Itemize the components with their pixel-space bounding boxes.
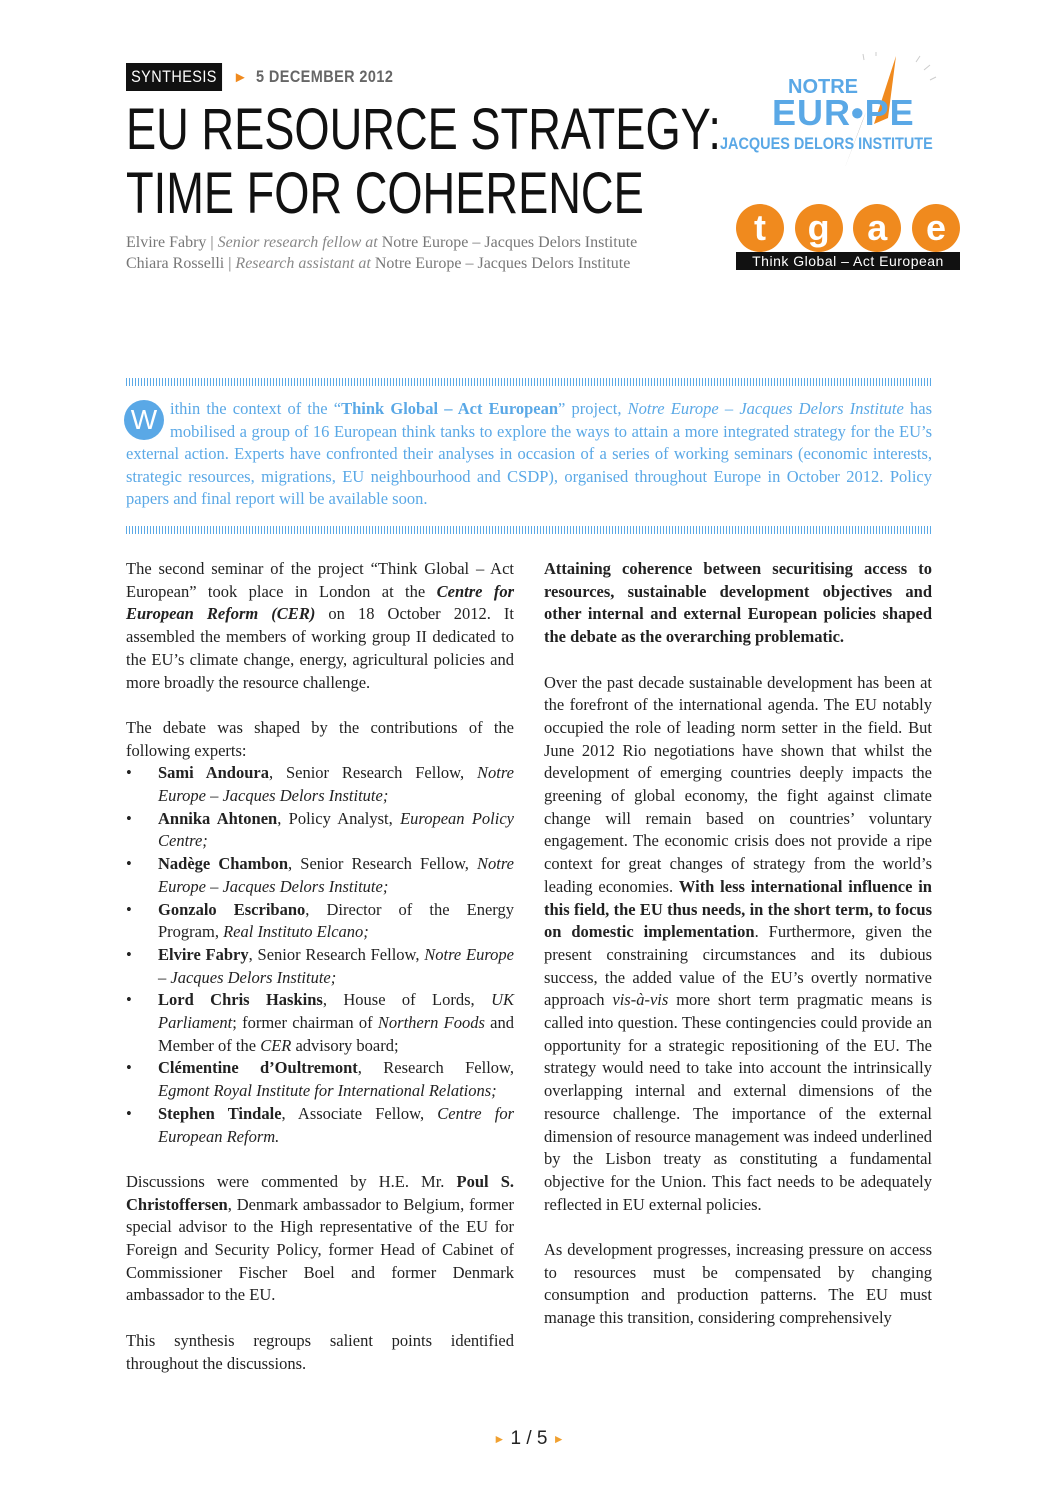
logo-text: JACQUES DELORS INSTITUTE bbox=[720, 134, 933, 153]
title-line: EU RESOURCE STRATEGY: bbox=[126, 97, 721, 162]
text-run: Lord Chris Haskins bbox=[158, 990, 323, 1010]
logo-letter: a bbox=[853, 204, 901, 252]
paragraph bbox=[544, 558, 932, 649]
text-run: ; former chairman of bbox=[232, 1013, 378, 1033]
experts-list bbox=[126, 762, 514, 1148]
list-item bbox=[126, 899, 514, 944]
text-run: , Senior Research Fellow, bbox=[268, 763, 478, 783]
text-run: more short term pragmatic means is called into question. These contingencies could provide an opportunity for a strategic repositioning of the EU. The strategy would need to take into account the intrinsically overlapping internal and external dimensions of the resource challenge. The importance of the external dimension of resource management was indeed underlined by the Lisbon treaty as constituting a fundamental objective for the Union. This fact needs to be adequately reflected in EU external policies. bbox=[544, 990, 932, 1214]
text-run: Poul S. Christoffersen bbox=[126, 1171, 514, 1214]
arrow-icon: ► bbox=[552, 1431, 565, 1446]
text-run: Clémentine d’Oultremont bbox=[158, 1058, 358, 1078]
list-item bbox=[126, 1057, 514, 1102]
text-run: vis-à-vis bbox=[612, 990, 669, 1010]
logo-letter: e bbox=[912, 204, 960, 252]
paragraph bbox=[544, 1239, 932, 1330]
text-run: , Denmark ambassador to Belgium, former special advisor to the High representative of the EU for Foreign and Security Policy, former Head of Cabinet of Commissioner Fischer Boel and former Denmark ambassador to the EU. bbox=[126, 1194, 514, 1305]
title-line: TIME FOR COHERENCE bbox=[126, 161, 644, 226]
text-run: Elvire Fabry bbox=[158, 944, 249, 964]
logo-text: NOTRE bbox=[788, 76, 858, 98]
text-run: , House of Lords, bbox=[322, 990, 492, 1010]
text-run: ” project, bbox=[558, 399, 628, 418]
separator: | bbox=[224, 255, 236, 272]
text-run: Centre for European Reform (CER) bbox=[126, 581, 514, 624]
paragraph bbox=[544, 672, 932, 1217]
text-run: Over the past decade sustainable development has been at the forefront of the international agenda. The EU notably occupied the role of leading norm setter in the field. But June 2012 Rio negotiations have shown that whilst the development of emerging countries deeply impacts the greening of global economy, the fight against climate change will remain based on countries’ voluntary engagement. The economic crisis does not provide a ripe context for great changes of strategy from the world’s leading economies. bbox=[544, 672, 932, 896]
text-run: Egmont Royal Institute for International Relations; bbox=[158, 1081, 497, 1101]
text-run: Centre for European Reform. bbox=[158, 1103, 514, 1146]
left-column bbox=[126, 558, 514, 1398]
paragraph bbox=[126, 1330, 514, 1375]
text-run: Attaining coherence between securitising access to resources, sustainable development objectives and other internal and external European policies shaped the debate as the overarching problematic. bbox=[544, 559, 932, 647]
text-run: on 18 October 2012. It assembled the members of working group II dedicated to the EU’s climate change, energy, agricultural policies and more broadly the resource challenge. bbox=[126, 604, 514, 692]
text-run: CER bbox=[260, 1035, 292, 1055]
text-run: Nadège Chambon bbox=[158, 854, 289, 874]
text-run: This synthesis regroups salient points identified throughout the discussions. bbox=[126, 1330, 514, 1373]
author-org: Notre Europe – Jacques Delors Institute bbox=[377, 234, 638, 251]
tgae-logo bbox=[736, 204, 960, 272]
list-item bbox=[126, 1103, 514, 1148]
right-column bbox=[544, 558, 932, 1353]
text-run: advisory board; bbox=[291, 1035, 399, 1055]
list-item bbox=[126, 808, 514, 853]
text-run: Annika Ahtonen bbox=[158, 808, 278, 828]
text-run: , Director of the Energy Program, bbox=[158, 899, 514, 942]
list-item bbox=[126, 944, 514, 989]
text-run: With less international influence in this field, the EU thus needs, in the short term, to focus on domestic implementation bbox=[544, 876, 932, 942]
text-run: Real Instituto Elcano; bbox=[223, 922, 369, 942]
authors bbox=[126, 232, 637, 274]
text-run: Stephen Tindale bbox=[158, 1103, 282, 1123]
page-number bbox=[0, 1428, 1058, 1450]
logo-tagline: Think Global – Act European bbox=[736, 252, 960, 270]
intro-box bbox=[126, 398, 932, 511]
paragraph bbox=[126, 558, 514, 694]
text-run: , Research Fellow, bbox=[357, 1058, 514, 1078]
synthesis-badge: SYNTHESIS bbox=[126, 63, 222, 91]
list-item bbox=[126, 853, 514, 898]
text-run: European Policy Centre; bbox=[158, 808, 514, 851]
text-run: The debate was shaped by the contributions of the following experts: bbox=[126, 717, 514, 760]
author-name: Elvire Fabry bbox=[126, 234, 207, 251]
text-run: Gonzalo Escribano bbox=[158, 899, 306, 919]
text-run: Notre Europe – Jacques Delors Institute; bbox=[158, 763, 514, 806]
text-run: UK Parliament bbox=[158, 990, 514, 1033]
logo-letter: t bbox=[736, 204, 784, 252]
text-run: , Policy Analyst, bbox=[277, 808, 401, 828]
intro-text bbox=[126, 399, 932, 508]
author bbox=[126, 232, 637, 253]
publication-date: 5 DECEMBER 2012 bbox=[255, 67, 394, 86]
text-run: Sami Andoura bbox=[158, 763, 269, 783]
text-run: and Member of the bbox=[158, 1013, 514, 1055]
separator: | bbox=[206, 234, 218, 251]
logo-letter: g bbox=[795, 204, 843, 252]
author bbox=[126, 253, 637, 274]
text-run: Think Global – Act European bbox=[341, 399, 559, 418]
author-role: Senior research fellow at bbox=[217, 234, 378, 251]
text-run: Northern Foods bbox=[377, 1013, 485, 1033]
paragraph bbox=[126, 1171, 514, 1307]
page-number-text: 1 / 5 bbox=[510, 1428, 548, 1449]
text-run: As development progresses, increasing pressure on access to resources must be compensated by changing consumption and production patterns. The EU must manage this transition, considering comprehensively bbox=[544, 1240, 932, 1328]
list-item bbox=[126, 762, 514, 807]
header-tag bbox=[126, 62, 417, 92]
text-run: The second seminar of the project “Think Global – Act European” took place in London at the bbox=[126, 559, 514, 601]
paragraph bbox=[126, 717, 514, 762]
text-run: , Senior Research Fellow, bbox=[288, 854, 478, 874]
logo-text: EUR•PE bbox=[772, 92, 915, 133]
text-run: , Associate Fellow, bbox=[281, 1103, 438, 1123]
text-run: Discussions were commented by H.E. Mr. bbox=[126, 1171, 457, 1191]
divider bbox=[126, 378, 932, 386]
list-item bbox=[126, 989, 514, 1057]
author-org: Notre Europe – Jacques Delors Institute bbox=[370, 255, 631, 272]
text-run: Notre Europe – Jacques Delors Institute; bbox=[158, 944, 514, 987]
arrow-icon: ► bbox=[493, 1431, 506, 1446]
text-run: . Furthermore, given the present constraining circumstances and its dubious success, the added value of the EU’s overtly normative approach bbox=[544, 922, 932, 1010]
text-run: has mobilised a group of 16 European think tanks to explore the ways to attain a more integrated strategy for the EU’s external action. Experts have confronted their analyses in occasion of a series of working seminars (economic interests, strategic resources, migrations, EU neighbourhood and CSDP), organised throughout Europe in October 2012. Policy papers and final report will be available soon. bbox=[126, 399, 932, 509]
divider bbox=[126, 526, 932, 534]
text-run: ithin the context of the “ bbox=[170, 399, 342, 418]
text-run: Notre Europe – Jacques Delors Institute bbox=[627, 399, 904, 418]
text-run: , Senior Research Fellow, bbox=[248, 944, 425, 964]
author-role: Research assistant at bbox=[235, 255, 371, 272]
arrow-icon: ► bbox=[232, 68, 248, 86]
text-run: Notre Europe – Jacques Delors Institute; bbox=[158, 854, 515, 896]
author-name: Chiara Rosselli bbox=[126, 255, 225, 272]
notre-europe-logo bbox=[716, 52, 996, 172]
page-title bbox=[126, 98, 721, 226]
dropcap: W bbox=[124, 400, 164, 440]
